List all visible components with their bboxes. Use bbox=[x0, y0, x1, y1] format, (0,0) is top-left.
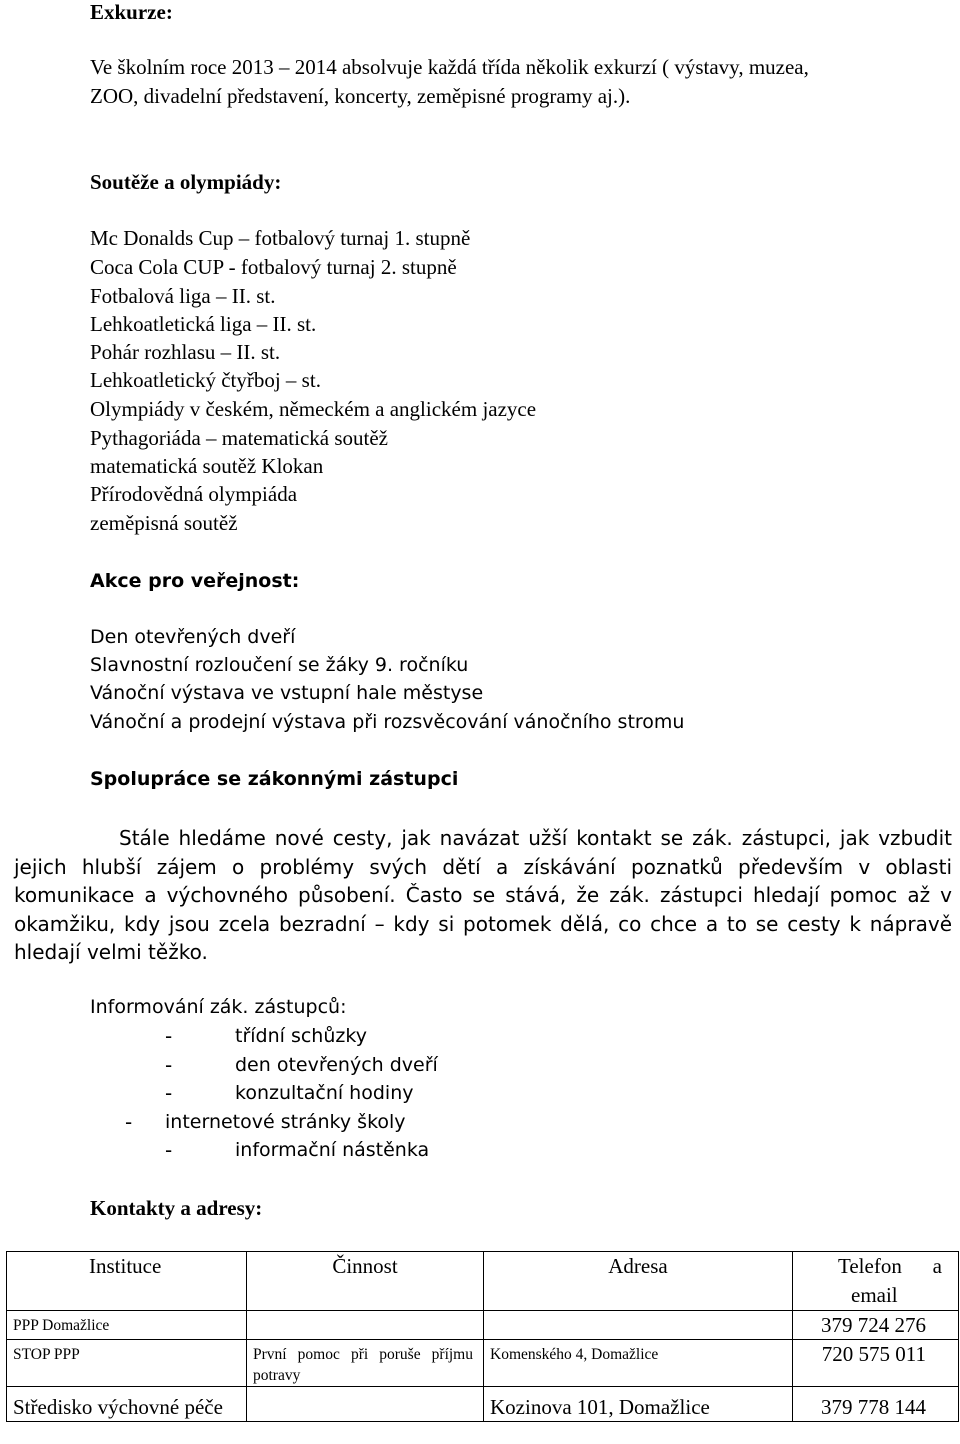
competition-item: Lehkoatletická liga – II. st. bbox=[90, 312, 317, 336]
excursions-text-line-1: Ve školním roce 2013 – 2014 absolvuje každá třída několik exkurzí ( výstavy, muzea, bbox=[90, 55, 809, 79]
competition-item: matematická soutěž Klokan bbox=[90, 454, 324, 478]
list-dash: - bbox=[165, 1024, 173, 1048]
cell-activity: První pomoc při poruše příjmu potravy bbox=[247, 1340, 484, 1387]
cell-address bbox=[484, 1311, 793, 1340]
public-event-item: Vánoční výstava ve vstupní hale městyse bbox=[90, 682, 484, 704]
cell-phone: 379 778 144 bbox=[793, 1387, 959, 1422]
informing-item: informační nástěnka bbox=[235, 1139, 430, 1161]
list-dash: - bbox=[125, 1110, 133, 1134]
section-heading-competitions: Soutěže a olympiády: bbox=[90, 170, 282, 194]
cell-activity bbox=[247, 1387, 484, 1422]
informing-item: internetové stránky školy bbox=[165, 1111, 406, 1133]
public-event-item: Slavnostní rozloučení se žáky 9. ročníku bbox=[90, 654, 469, 676]
competition-item: Pythagoriáda – matematická soutěž bbox=[90, 426, 388, 450]
competition-item: Přírodovědná olympiáda bbox=[90, 482, 298, 506]
public-event-item: Vánoční a prodejní výstava při rozsvěcování vánočního stromu bbox=[90, 711, 685, 733]
table-row bbox=[7, 1387, 959, 1422]
competition-item: Mc Donalds Cup – fotbalový turnaj 1. stupně bbox=[90, 226, 471, 250]
informing-item: konzultační hodiny bbox=[235, 1082, 414, 1104]
cell-activity bbox=[247, 1311, 484, 1340]
header-address: Adresa bbox=[484, 1252, 793, 1311]
list-dash: - bbox=[165, 1081, 173, 1105]
table-header-row bbox=[7, 1252, 959, 1311]
contacts-table bbox=[6, 1251, 959, 1422]
header-phone bbox=[793, 1252, 959, 1311]
header-phone-line-1: Telefon a bbox=[838, 1254, 942, 1278]
section-heading-cooperation: Spolupráce se zákonnými zástupci bbox=[90, 768, 459, 790]
cell-institution: Středisko výchovné péče bbox=[7, 1387, 247, 1422]
excursions-text-line-2: ZOO, divadelní představení, koncerty, zeměpisné programy aj.). bbox=[90, 84, 631, 108]
public-event-item: Den otevřených dveří bbox=[90, 626, 296, 648]
competition-item: Olympiády v českém, německém a anglickém jazyce bbox=[90, 397, 537, 421]
competition-item: zeměpisná soutěž bbox=[90, 511, 238, 535]
cell-phone: 720 575 011 bbox=[793, 1340, 959, 1387]
section-heading-contacts: Kontakty a adresy: bbox=[90, 1196, 263, 1220]
cell-phone: 379 724 276 bbox=[793, 1311, 959, 1340]
section-heading-excursions: Exkurze: bbox=[90, 0, 173, 24]
informing-item: třídní schůzky bbox=[235, 1025, 367, 1047]
informing-item: den otevřených dveří bbox=[235, 1054, 438, 1076]
competition-item: Pohár rozhlasu – II. st. bbox=[90, 340, 281, 364]
informing-title: Informování zák. zástupců: bbox=[90, 996, 347, 1018]
list-dash: - bbox=[165, 1053, 173, 1077]
section-heading-public-events: Akce pro veřejnost: bbox=[90, 570, 300, 592]
cell-address: Komenského 4, Domažlice bbox=[484, 1340, 793, 1387]
cell-institution: PPP Domažlice bbox=[7, 1311, 247, 1340]
cell-institution: STOP PPP bbox=[7, 1340, 247, 1387]
cooperation-paragraph: Stále hledáme nové cesty, jak navázat užší kontakt se zák. zástupci, jak vzbudit jejich hlubší zájem o problémy svých dětí a získávání poznatků především v oblasti komunikace a výchovného působení. Často se stává, že zák. zástupci hledají pomoc až v okamžiku, kdy jsou zcela bezradní – kdy si potomek dělá, co chce a to se cesty k nápravě hledají velmi těžko. bbox=[14, 826, 952, 965]
list-dash: - bbox=[165, 1138, 173, 1162]
competition-item: Coca Cola CUP - fotbalový turnaj 2. stupně bbox=[90, 255, 457, 279]
cell-address: Kozinova 101, Domažlice bbox=[484, 1387, 793, 1422]
table-row bbox=[7, 1340, 959, 1387]
competition-item: Lehkoatletický čtyřboj – st. bbox=[90, 368, 321, 392]
header-activity: Činnost bbox=[247, 1252, 484, 1311]
table-row bbox=[7, 1311, 959, 1340]
header-institution: Instituce bbox=[7, 1252, 247, 1311]
header-phone-line-2: email bbox=[851, 1283, 898, 1307]
competition-item: Fotbalová liga – II. st. bbox=[90, 284, 276, 308]
